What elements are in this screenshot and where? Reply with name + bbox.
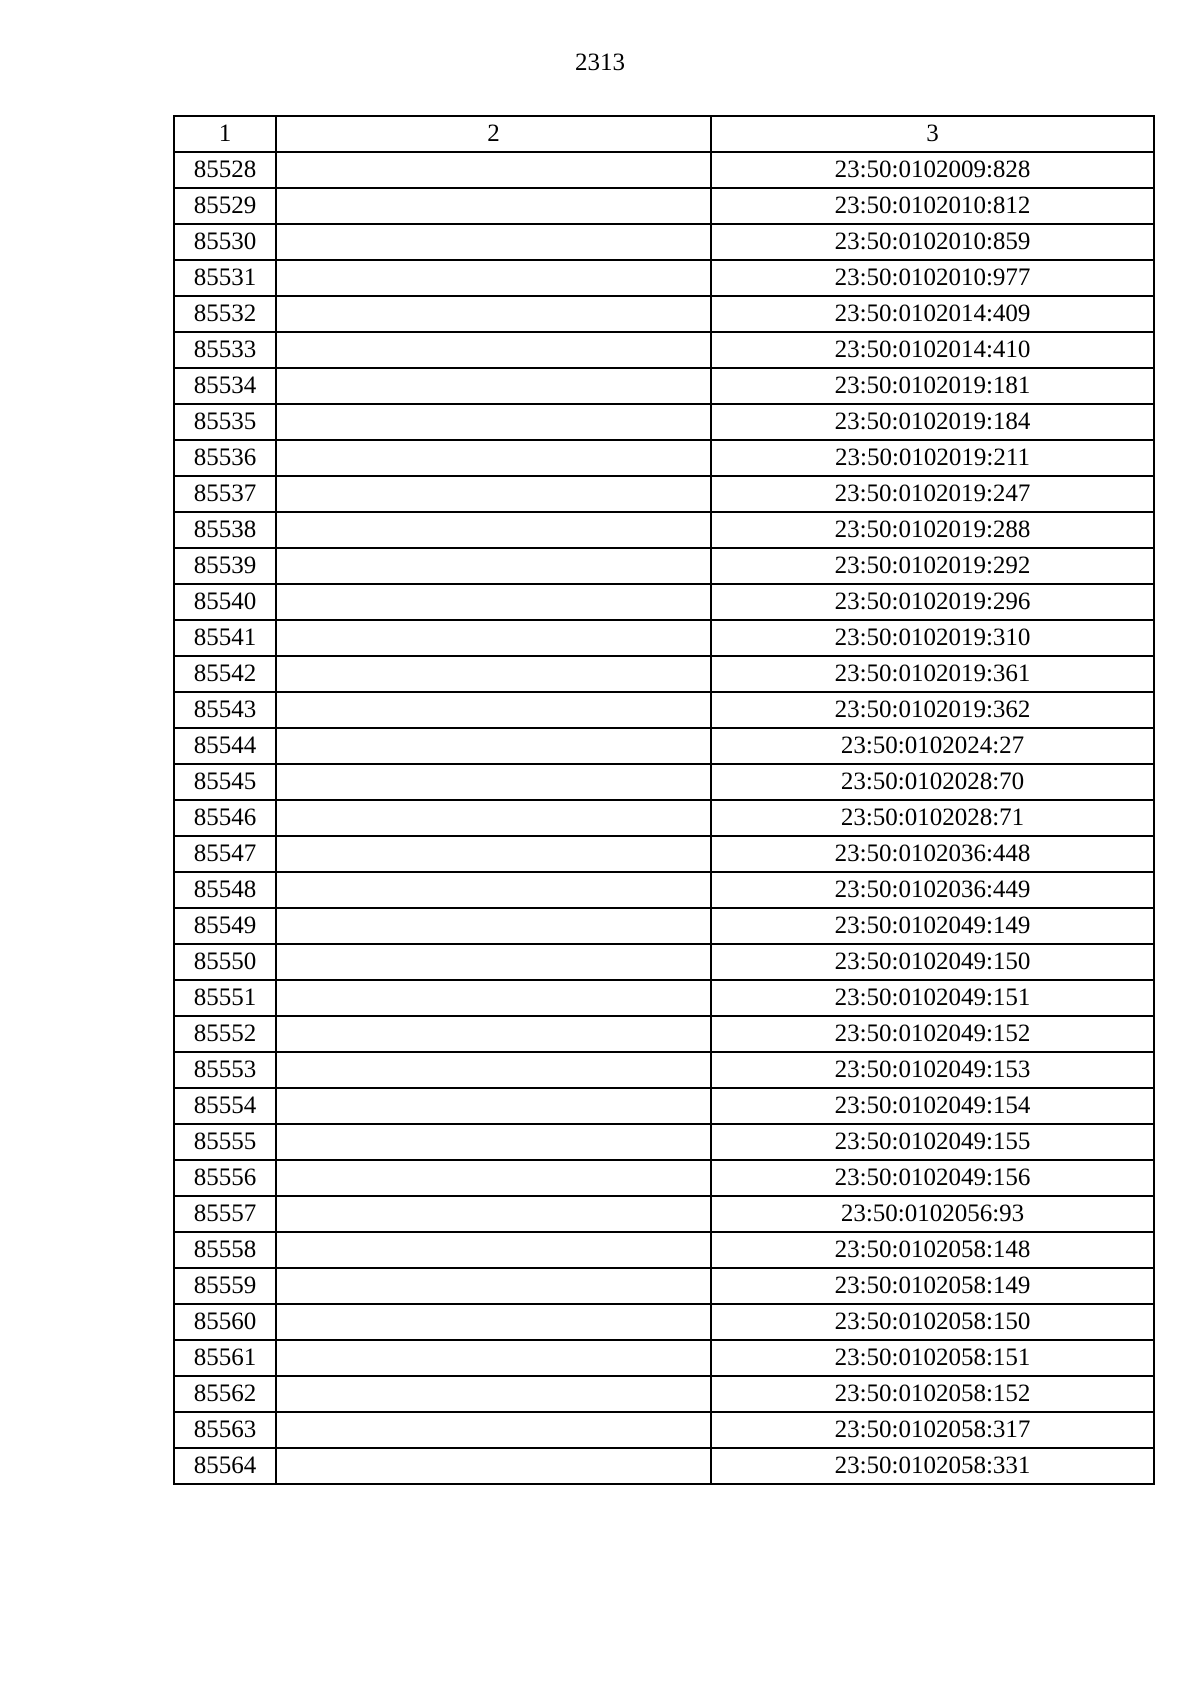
table-row [174, 332, 1154, 368]
row-number-cell: 85538 [174, 512, 276, 548]
row-number-cell: 85549 [174, 908, 276, 944]
table-row [174, 512, 1154, 548]
cadastral-number-cell: 23:50:0102019:247 [711, 476, 1154, 512]
cadastral-number-cell: 23:50:0102019:184 [711, 404, 1154, 440]
row-number-cell: 85547 [174, 836, 276, 872]
row-number-cell: 85542 [174, 656, 276, 692]
row-empty-cell [276, 260, 711, 296]
row-empty-cell [276, 944, 711, 980]
row-number-cell: 85537 [174, 476, 276, 512]
column-header-2: 2 [276, 116, 711, 152]
table-row [174, 1196, 1154, 1232]
row-number-cell: 85559 [174, 1268, 276, 1304]
cadastral-number-cell: 23:50:0102049:153 [711, 1052, 1154, 1088]
table-row [174, 980, 1154, 1016]
row-number-cell: 85546 [174, 800, 276, 836]
row-number-cell: 85554 [174, 1088, 276, 1124]
table-row [174, 584, 1154, 620]
row-number-cell: 85533 [174, 332, 276, 368]
cadastral-number-cell: 23:50:0102014:409 [711, 296, 1154, 332]
row-empty-cell [276, 1160, 711, 1196]
row-empty-cell [276, 764, 711, 800]
row-empty-cell [276, 1412, 711, 1448]
row-empty-cell [276, 1340, 711, 1376]
row-number-cell: 85556 [174, 1160, 276, 1196]
row-number-cell: 85536 [174, 440, 276, 476]
table-row [174, 260, 1154, 296]
table-row [174, 620, 1154, 656]
table-row [174, 548, 1154, 584]
row-empty-cell [276, 512, 711, 548]
table-row [174, 728, 1154, 764]
row-number-cell: 85530 [174, 224, 276, 260]
row-number-cell: 85541 [174, 620, 276, 656]
cadastral-number-cell: 23:50:0102028:70 [711, 764, 1154, 800]
row-number-cell: 85540 [174, 584, 276, 620]
row-number-cell: 85531 [174, 260, 276, 296]
table-row [174, 1376, 1154, 1412]
row-number-cell: 85529 [174, 188, 276, 224]
row-empty-cell [276, 1376, 711, 1412]
data-table [173, 115, 1155, 1485]
table-row [174, 1448, 1154, 1484]
row-empty-cell [276, 224, 711, 260]
row-number-cell: 85543 [174, 692, 276, 728]
cadastral-number-cell: 23:50:0102019:296 [711, 584, 1154, 620]
row-number-cell: 85557 [174, 1196, 276, 1232]
table-row [174, 188, 1154, 224]
row-number-cell: 85544 [174, 728, 276, 764]
cadastral-number-cell: 23:50:0102058:149 [711, 1268, 1154, 1304]
cadastral-number-cell: 23:50:0102019:211 [711, 440, 1154, 476]
cadastral-number-cell: 23:50:0102010:977 [711, 260, 1154, 296]
cadastral-number-cell: 23:50:0102010:812 [711, 188, 1154, 224]
cadastral-number-cell: 23:50:0102058:150 [711, 1304, 1154, 1340]
row-empty-cell [276, 584, 711, 620]
row-empty-cell [276, 152, 711, 188]
row-empty-cell [276, 368, 711, 404]
cadastral-number-cell: 23:50:0102056:93 [711, 1196, 1154, 1232]
table-row [174, 1268, 1154, 1304]
row-number-cell: 85534 [174, 368, 276, 404]
cadastral-number-cell: 23:50:0102049:151 [711, 980, 1154, 1016]
row-empty-cell [276, 1196, 711, 1232]
table-row [174, 440, 1154, 476]
row-empty-cell [276, 980, 711, 1016]
cadastral-number-cell: 23:50:0102019:288 [711, 512, 1154, 548]
table-row [174, 1160, 1154, 1196]
row-number-cell: 85561 [174, 1340, 276, 1376]
table-row [174, 1088, 1154, 1124]
row-number-cell: 85558 [174, 1232, 276, 1268]
cadastral-number-cell: 23:50:0102010:859 [711, 224, 1154, 260]
row-empty-cell [276, 1124, 711, 1160]
cadastral-number-cell: 23:50:0102019:292 [711, 548, 1154, 584]
cadastral-number-cell: 23:50:0102036:449 [711, 872, 1154, 908]
row-number-cell: 85553 [174, 1052, 276, 1088]
cadastral-number-cell: 23:50:0102024:27 [711, 728, 1154, 764]
row-empty-cell [276, 548, 711, 584]
row-empty-cell [276, 800, 711, 836]
cadastral-number-cell: 23:50:0102019:361 [711, 656, 1154, 692]
table-row [174, 476, 1154, 512]
cadastral-number-cell: 23:50:0102019:310 [711, 620, 1154, 656]
row-empty-cell [276, 332, 711, 368]
row-empty-cell [276, 656, 711, 692]
cadastral-number-cell: 23:50:0102019:181 [711, 368, 1154, 404]
table-row [174, 656, 1154, 692]
cadastral-number-cell: 23:50:0102009:828 [711, 152, 1154, 188]
row-number-cell: 85528 [174, 152, 276, 188]
row-empty-cell [276, 1016, 711, 1052]
table-body [174, 152, 1154, 1484]
row-empty-cell [276, 404, 711, 440]
table-header-row [174, 116, 1154, 152]
row-number-cell: 85550 [174, 944, 276, 980]
row-empty-cell [276, 620, 711, 656]
table-row [174, 404, 1154, 440]
cadastral-number-cell: 23:50:0102019:362 [711, 692, 1154, 728]
row-empty-cell [276, 692, 711, 728]
row-empty-cell [276, 872, 711, 908]
row-empty-cell [276, 908, 711, 944]
row-empty-cell [276, 476, 711, 512]
table-row [174, 296, 1154, 332]
row-number-cell: 85535 [174, 404, 276, 440]
cadastral-number-cell: 23:50:0102049:152 [711, 1016, 1154, 1052]
column-header-1: 1 [174, 116, 276, 152]
column-header-3: 3 [711, 116, 1154, 152]
row-number-cell: 85532 [174, 296, 276, 332]
table-row [174, 800, 1154, 836]
table-row [174, 1304, 1154, 1340]
cadastral-number-cell: 23:50:0102036:448 [711, 836, 1154, 872]
row-number-cell: 85560 [174, 1304, 276, 1340]
table-row [174, 764, 1154, 800]
row-empty-cell [276, 296, 711, 332]
row-number-cell: 85548 [174, 872, 276, 908]
cadastral-number-cell: 23:50:0102058:151 [711, 1340, 1154, 1376]
table-row [174, 224, 1154, 260]
row-number-cell: 85562 [174, 1376, 276, 1412]
row-number-cell: 85563 [174, 1412, 276, 1448]
table-row [174, 1016, 1154, 1052]
page-number: 2313 [575, 49, 625, 76]
cadastral-number-cell: 23:50:0102049:155 [711, 1124, 1154, 1160]
cadastral-number-cell: 23:50:0102049:150 [711, 944, 1154, 980]
table-row [174, 944, 1154, 980]
row-number-cell: 85564 [174, 1448, 276, 1484]
row-empty-cell [276, 836, 711, 872]
cadastral-number-cell: 23:50:0102058:152 [711, 1376, 1154, 1412]
cadastral-number-cell: 23:50:0102049:154 [711, 1088, 1154, 1124]
table-row [174, 836, 1154, 872]
row-number-cell: 85555 [174, 1124, 276, 1160]
table-row [174, 152, 1154, 188]
row-empty-cell [276, 728, 711, 764]
table-row [174, 908, 1154, 944]
row-empty-cell [276, 1232, 711, 1268]
row-number-cell: 85545 [174, 764, 276, 800]
row-number-cell: 85552 [174, 1016, 276, 1052]
cadastral-number-cell: 23:50:0102049:149 [711, 908, 1154, 944]
row-empty-cell [276, 1088, 711, 1124]
cadastral-number-cell: 23:50:0102058:148 [711, 1232, 1154, 1268]
cadastral-number-cell: 23:50:0102028:71 [711, 800, 1154, 836]
table-row [174, 368, 1154, 404]
row-empty-cell [276, 1448, 711, 1484]
cadastral-number-cell: 23:50:0102049:156 [711, 1160, 1154, 1196]
row-empty-cell [276, 1268, 711, 1304]
cadastral-number-cell: 23:50:0102058:331 [711, 1448, 1154, 1484]
table-row [174, 1124, 1154, 1160]
row-empty-cell [276, 1304, 711, 1340]
row-number-cell: 85551 [174, 980, 276, 1016]
table-row [174, 1052, 1154, 1088]
table-row [174, 1412, 1154, 1448]
row-number-cell: 85539 [174, 548, 276, 584]
table-row [174, 692, 1154, 728]
cadastral-number-cell: 23:50:0102014:410 [711, 332, 1154, 368]
table-row [174, 872, 1154, 908]
row-empty-cell [276, 1052, 711, 1088]
row-empty-cell [276, 440, 711, 476]
table-row [174, 1340, 1154, 1376]
cadastral-number-cell: 23:50:0102058:317 [711, 1412, 1154, 1448]
row-empty-cell [276, 188, 711, 224]
table-row [174, 1232, 1154, 1268]
